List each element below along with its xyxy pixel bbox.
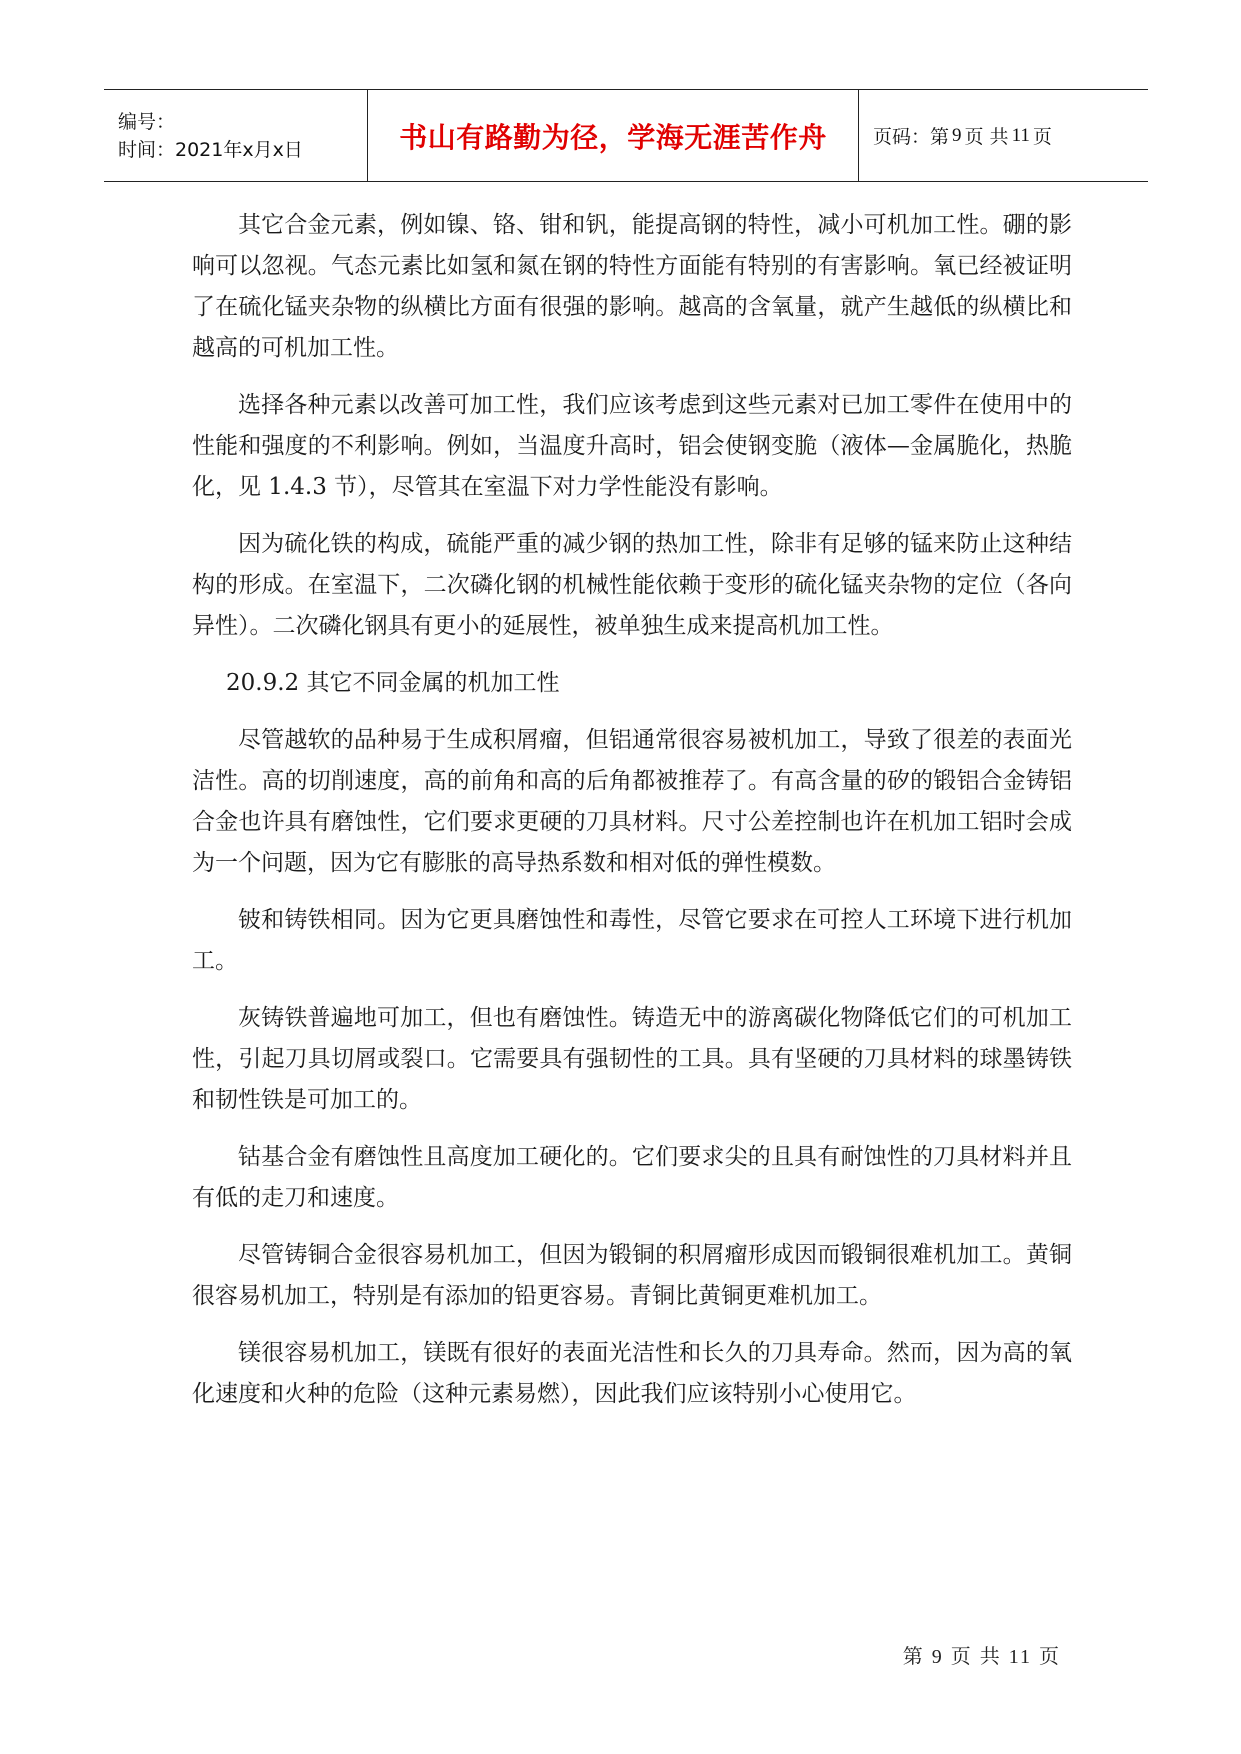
page-total: 11 (1011, 124, 1030, 146)
paragraph: 镁很容易机加工，镁既有很好的表面光洁性和长久的刀具寿命。然而，因为高的氧化速度和火种的危险（这种元素易燃），因此我们应该特别小心使用它。 (192, 1340, 1072, 1407)
page-header (104, 89, 1148, 182)
document-body (192, 205, 1072, 1431)
paragraph: 尽管铸铜合金很容易机加工，但因为锻铜的积屑瘤形成因而锻铜很难机加工。黄铜很容易机加工，特别是有添加的铅更容易。青铜比黄铜更难机加工。 (192, 1242, 1072, 1309)
header-motto: 书山有路勤为径，学海无涯苦作舟 (368, 90, 859, 181)
page-suffix: 页 (1032, 126, 1052, 148)
paragraph: 选择各种元素以改善可加工性，我们应该考虑到这些元素对已加工零件在使用中的性能和强度的不利影响。例如，当温度升高时，铝会使钢变脆（液体—金属脆化，热脆化，见 1.4.3 节），尽管其在室温下对力学性能没有影响。 (192, 392, 1072, 500)
document-time: 时间：2021年x月x日 (118, 138, 303, 161)
page-footer: 第 9 页 共 11 页 (902, 1646, 1061, 1668)
page-middle: 页 共 (964, 126, 1009, 148)
header-meta (104, 90, 368, 181)
section-heading: 20.9.2 其它不同金属的机加工性 (226, 670, 560, 696)
page-prefix: 页码：第 (873, 126, 950, 148)
paragraph: 钴基合金有磨蚀性且高度加工硬化的。它们要求尖的且具有耐蚀性的刀具材料并且有低的走刀和速度。 (192, 1144, 1072, 1211)
header-page-info (859, 90, 1148, 181)
paragraph: 因为硫化铁的构成，硫能严重的减少钢的热加工性，除非有足够的锰来防止这种结构的形成。在室温下，二次磷化钢的机械性能依赖于变形的硫化锰夹杂物的定位（各向异性）。二次磷化钢具有更小的延展性，被单独生成来提高机加工性。 (192, 531, 1072, 639)
paragraph: 其它合金元素，例如镍、铬、钳和钒，能提高钢的特性，减小可机加工性。硼的影响可以忽视。气态元素比如氢和氮在钢的特性方面能有特别的有害影响。氧已经被证明了在硫化锰夹杂物的纵横比方面有很强的影响。越高的含氧量，就产生越低的纵横比和越高的可机加工性。 (192, 212, 1072, 361)
paragraph: 灰铸铁普遍地可加工，但也有磨蚀性。铸造无中的游离碳化物降低它们的可机加工性，引起刀具切屑或裂口。它需要具有强韧性的工具。具有坚硬的刀具材料的球墨铸铁和韧性铁是可加工的。 (192, 1005, 1072, 1113)
page-current: 9 (952, 124, 962, 146)
paragraph: 铍和铸铁相同。因为它更具磨蚀性和毒性，尽管它要求在可控人工环境下进行机加工。 (192, 907, 1072, 974)
paragraph: 尽管越软的品种易于生成积屑瘤，但铝通常很容易被机加工，导致了很差的表面光洁性。高的切削速度，高的前角和高的后角都被推荐了。有高含量的矽的锻铝合金铸铝合金也许具有磨蚀性，它们要求更硬的刀具材料。尺寸公差控制也许在机加工铝时会成为一个问题，因为它有膨胀的高导热系数和相对低的弹性模数。 (192, 727, 1072, 876)
document-number: 编号： (118, 110, 176, 133)
